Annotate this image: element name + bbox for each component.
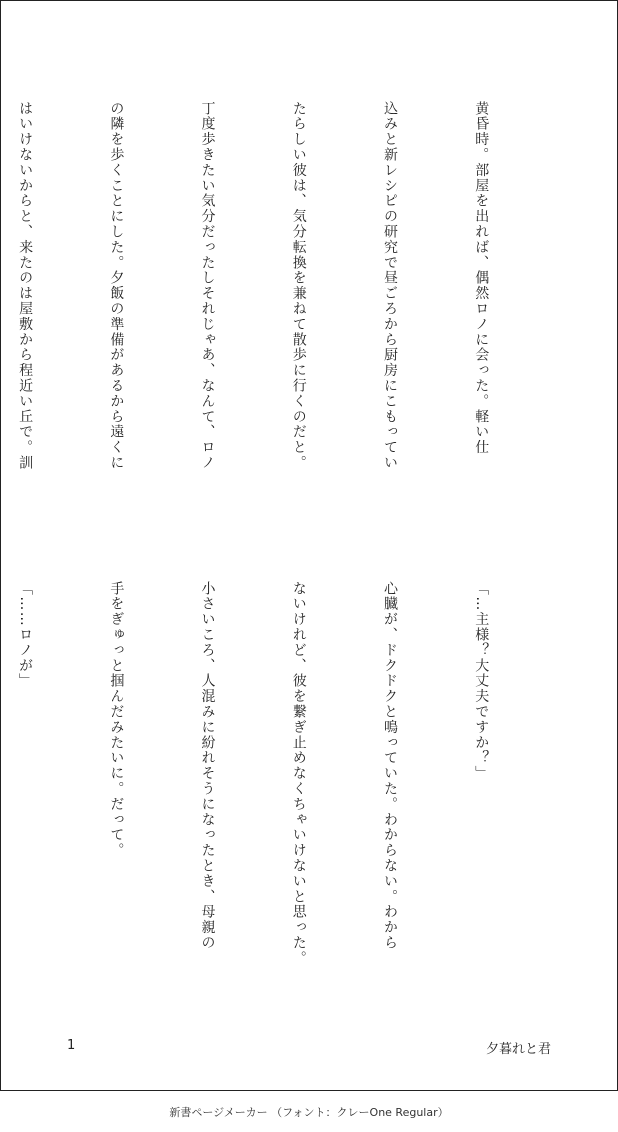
text-line: 黄昏時。部屋を出れば、偶然ロノに会った。軽い仕 xyxy=(473,101,490,456)
page-number: 1 xyxy=(67,1038,76,1053)
generator-caption: 新書ページメーカー （フォント：クレーOne Regular） xyxy=(169,1106,449,1119)
text-line: ないけれど、彼を繋ぎ止めなくちゃいけないと思った。 xyxy=(290,581,307,966)
text-line: 丁度歩きたい気分だったしそれじゃあ、なんて、ロノ xyxy=(199,101,216,471)
text-line: 小さいころ、人混みに紛れそうになったとき、母親の xyxy=(199,581,216,951)
text-line: 「……ロノが」 xyxy=(17,581,34,689)
lower-text-block xyxy=(0,581,557,1011)
text-line: たらしい彼は、気分転換を兼ねて散歩に行くのだと。 xyxy=(290,101,307,471)
text-line: はいけないからと、来たのは屋敷から程近い丘で。訓 xyxy=(17,101,34,471)
text-line: 心臓が、ドクドクと鳴っていた。わからない。わから xyxy=(381,581,398,951)
text-line: 「…主様？大丈夫ですか？」 xyxy=(473,581,490,782)
book-title: 夕暮れと君 xyxy=(485,1042,551,1057)
text-line: 手をぎゅっと掴んだみたいに。だって。 xyxy=(108,581,125,859)
text-line: 込みと新レシピの研究で昼ごろから厨房にこもってい xyxy=(381,101,398,471)
text-line: の隣を歩くことにした。夕飯の準備があるから遠くに xyxy=(108,101,125,471)
upper-text-block xyxy=(0,101,557,531)
